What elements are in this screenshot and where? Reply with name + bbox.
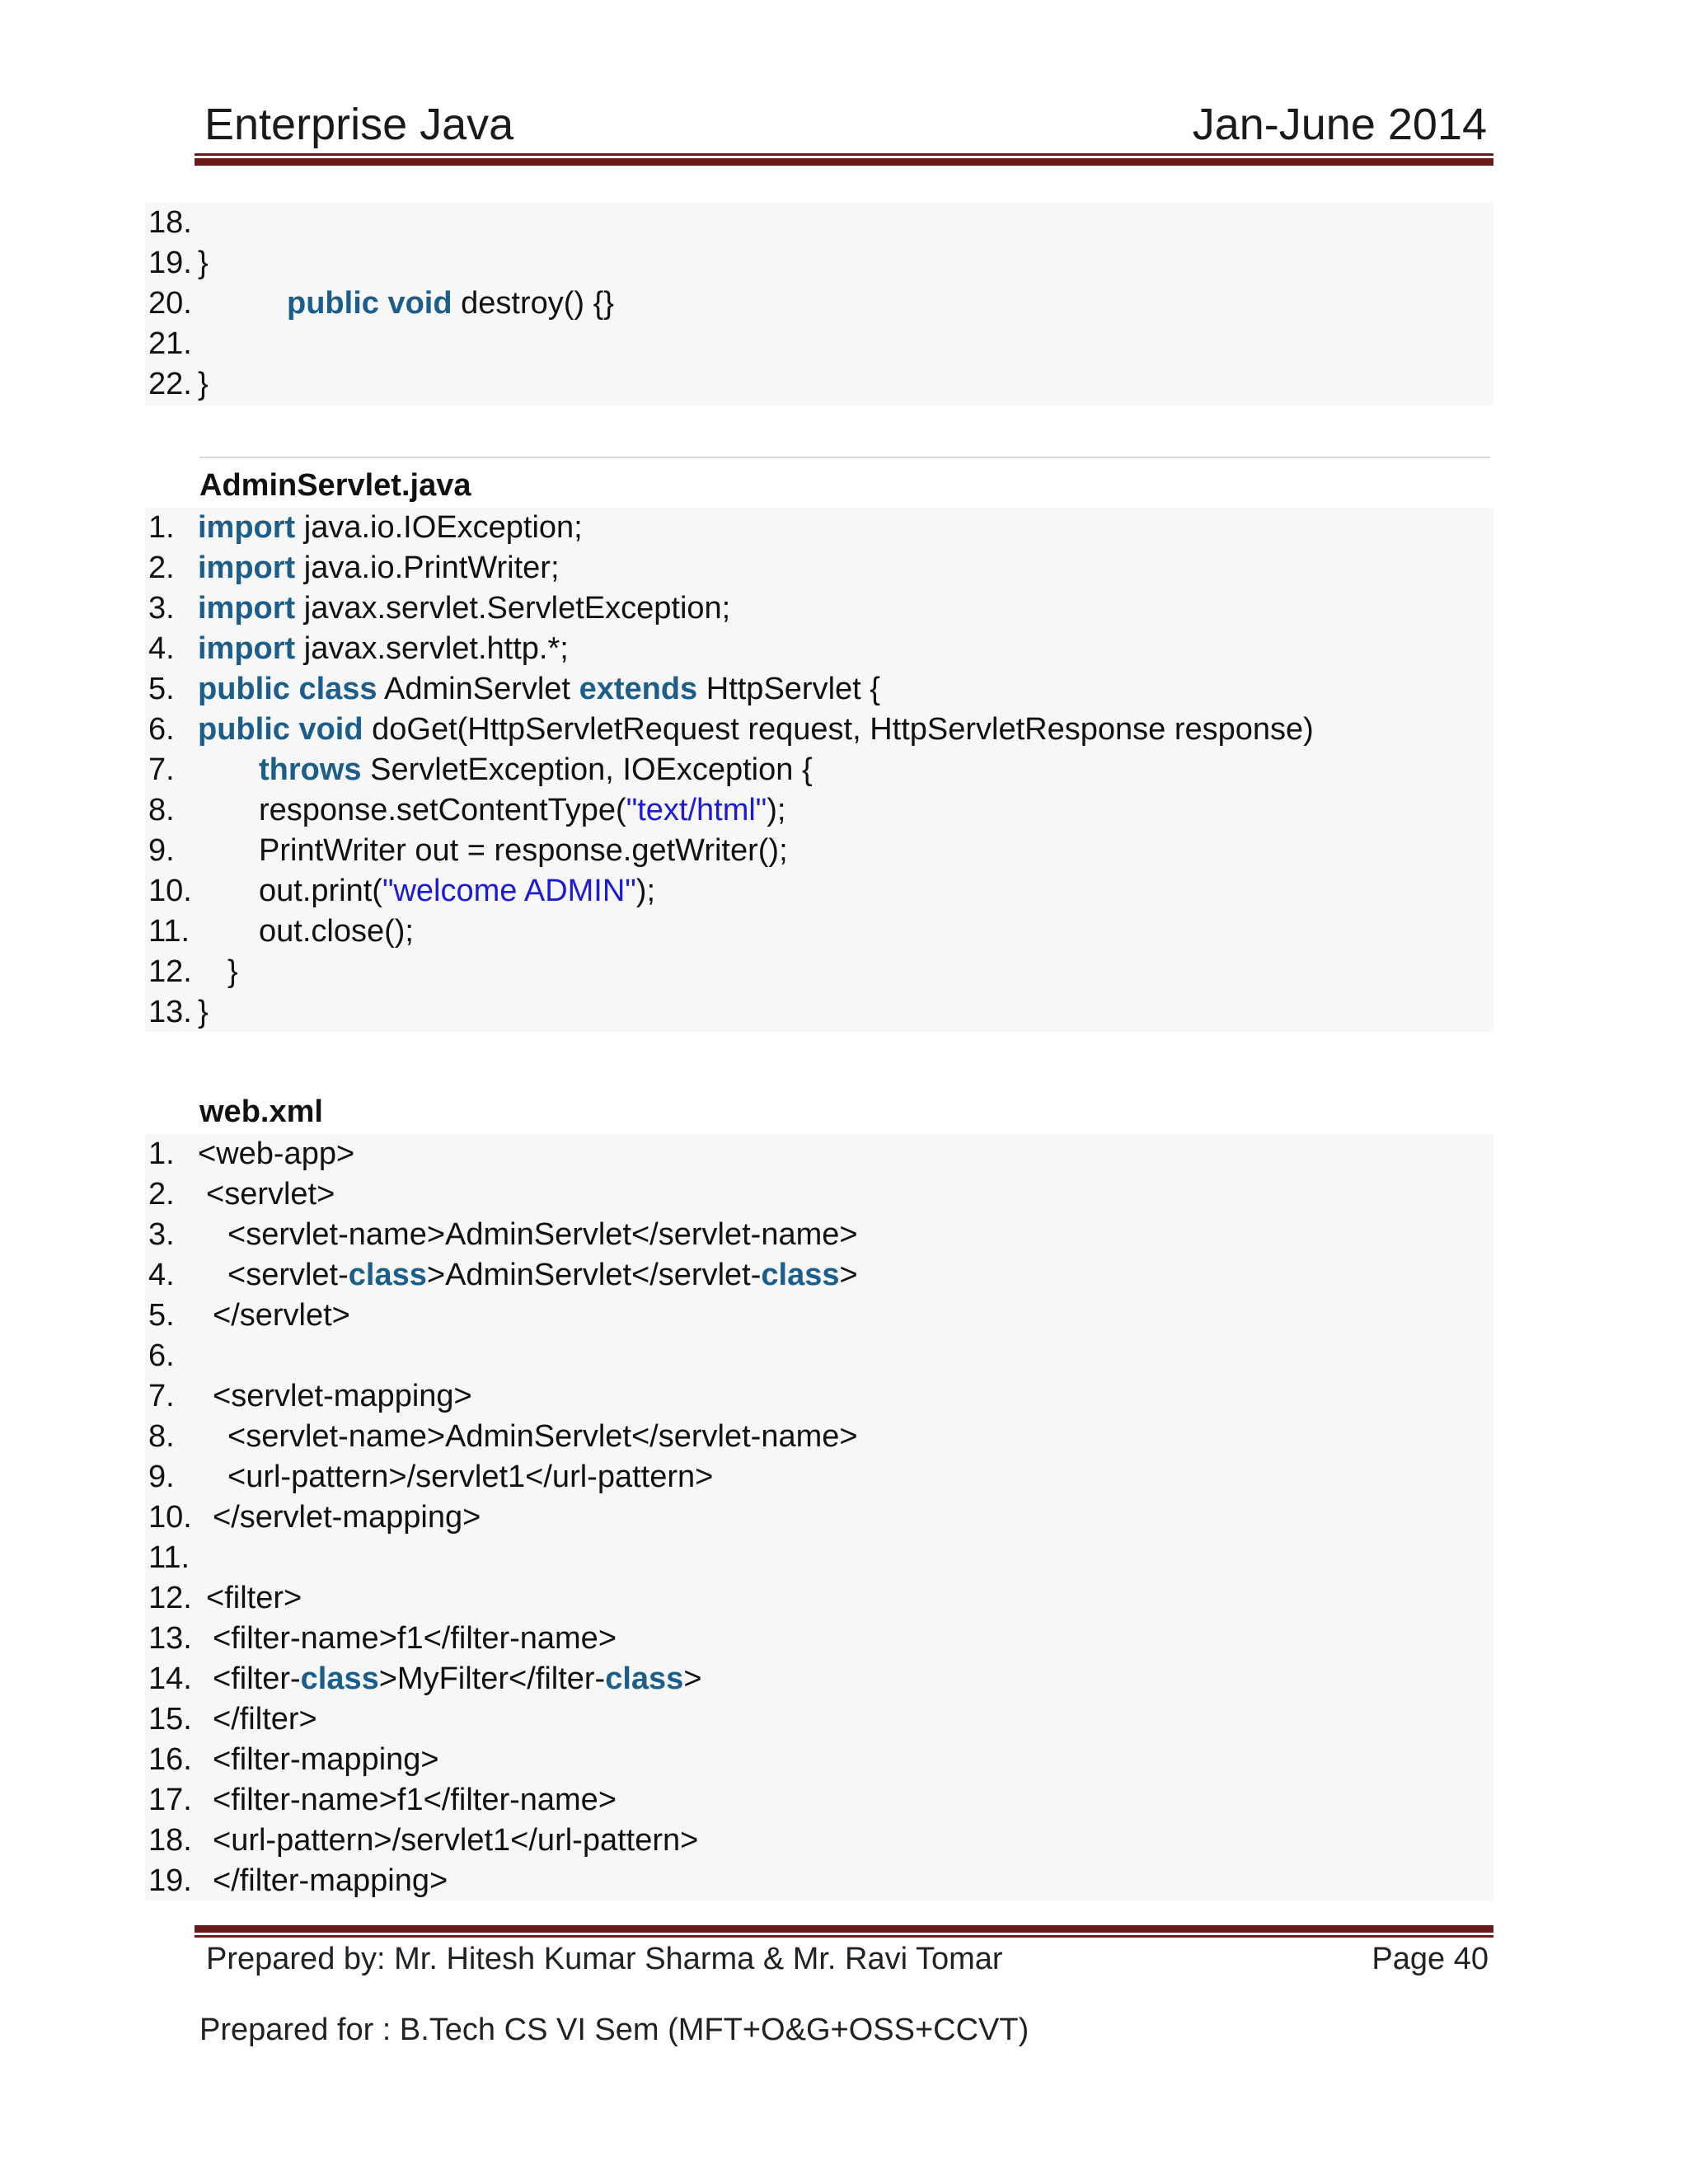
code-line: 4. import javax.servlet.http.*; [148,631,569,666]
footer-rule [195,1925,1493,1938]
code-line: 20. public void destroy() {} [148,286,614,321]
code-line: 8. response.setContentType("text/html"); [148,793,786,827]
page-number: Page 40 [1372,1942,1489,1976]
code-block-webxml [145,1134,1493,1900]
code-line: 19. </filter-mapping> [148,1863,448,1898]
code-line: 3. import javax.servlet.ServletException; [148,591,731,626]
code-line: 12. <filter> [148,1581,302,1615]
file-title-webxml: web.xml [199,1094,323,1129]
code-line: 2. import java.io.PrintWriter; [148,551,560,585]
document-title: Enterprise Java [204,100,514,149]
code-line: 6. public void doGet(HttpServletRequest request, HttpServletResponse response) [148,712,1314,747]
code-line: 19. } [148,246,209,280]
file-title-adminservlet: AdminServlet.java [199,468,471,503]
code-line: 13. <filter-name>f1</filter-name> [148,1621,617,1656]
code-block-continuation [145,203,1493,405]
code-line: 1. import java.io.IOException; [148,510,583,545]
prepared-for: Prepared for : B.Tech CS VI Sem (MFT+O&G+OSS+CCVT) [199,2013,1029,2047]
prepared-by: Prepared by: Mr. Hitesh Kumar Sharma & Mr. Ravi Tomar [206,1942,1003,1976]
code-line: 18. [148,205,192,240]
code-line: 14. <filter-class>MyFilter</filter-class> [148,1661,702,1696]
code-line: 22. } [148,367,209,401]
code-line: 5. public class AdminServlet extends HttpServlet { [148,672,880,706]
code-line: 7. <servlet-mapping> [148,1379,472,1413]
code-block-adminservlet [145,508,1493,1032]
code-line: 6. [148,1338,175,1373]
code-line: 11. out.close(); [148,914,414,949]
code-line: 17. <filter-name>f1</filter-name> [148,1783,617,1817]
section-separator [199,457,1490,458]
code-line: 10. out.print("welcome ADMIN"); [148,874,656,908]
code-line: 15. </filter> [148,1702,317,1736]
code-line: 12. } [148,954,238,989]
document-date: Jan-June 2014 [1192,100,1487,149]
code-line: 7. throws ServletException, IOException { [148,752,813,787]
code-line: 10. </servlet-mapping> [148,1500,481,1535]
code-line: 3. <servlet-name>AdminServlet</servlet-name> [148,1217,858,1252]
code-line: 9. <url-pattern>/servlet1</url-pattern> [148,1460,714,1494]
code-line: 11. [148,1540,190,1575]
code-line: 13. } [148,995,209,1029]
code-line: 16. <filter-mapping> [148,1742,439,1777]
code-line: 8. <servlet-name>AdminServlet</servlet-name> [148,1419,858,1454]
code-line: 21. [148,326,192,361]
code-line: 18. <url-pattern>/servlet1</url-pattern> [148,1823,699,1858]
code-line: 2. <servlet> [148,1177,335,1212]
header-rule [195,153,1493,166]
code-line: 4. <servlet-class>AdminServlet</servlet-class> [148,1258,858,1292]
code-line: 9. PrintWriter out = response.getWriter(); [148,833,788,868]
page-header [204,99,1487,152]
code-line: 5. </servlet> [148,1298,350,1333]
code-line: 1. <web-app> [148,1137,355,1171]
